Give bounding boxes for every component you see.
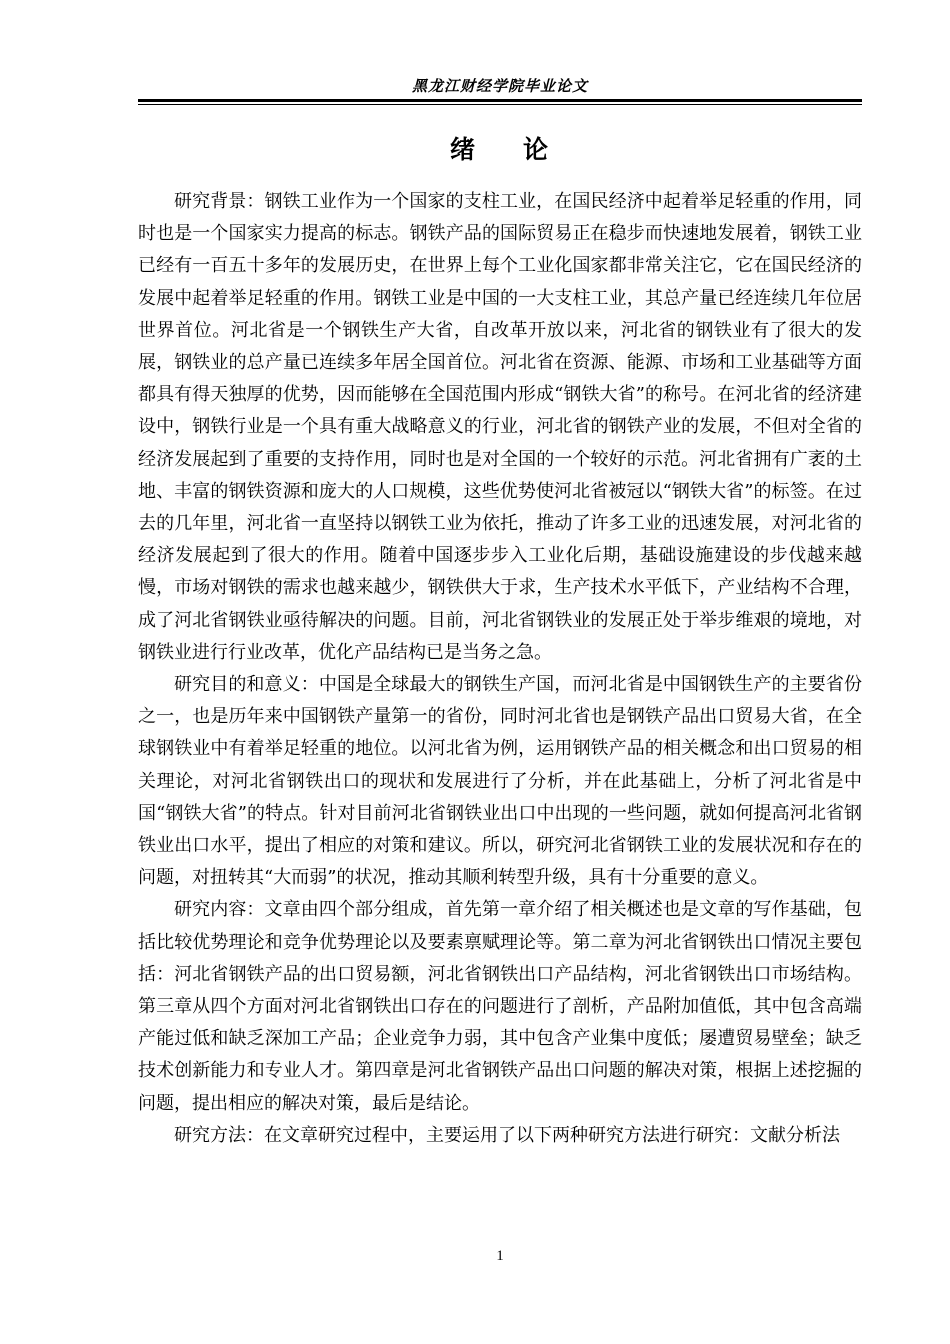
paragraph-research-purpose: 研究目的和意义：中国是全球最大的钢铁生产国，而河北省是中国钢铁生产的主要省份之一，也是历年来中国钢铁产量第一的省份，同时河北省也是钢铁产品出口贸易大省，在全球钢铁业中有着举足轻重的地位。以河北省为例，运用钢铁产品的相关概念和出口贸易的相关理论，对河北省钢铁出口的现状和发展进行了分析，并在此基础上，分析了河北省是中国“钢铁大省”的特点。针对目前河北省钢铁业出口中出现的一些问题，就如何提高河北省钢铁业出口水平，提出了相应的对策和建议。所以，研究河北省钢铁工业的发展状况和存在的问题，对扭转其“大而弱”的状况，推动其顺利转型升级，具有十分重要的意义。 — [138, 674, 862, 889]
body-text — [138, 186, 862, 1152]
header-rule-thin — [138, 104, 862, 105]
paragraph-research-background: 研究背景：钢铁工业作为一个国家的支柱工业，在国民经济中起着举足轻重的作用，同时也是一个国家实力提高的标志。钢铁产品的国际贸易正在稳步而快速地发展着，钢铁工业已经有一百五十多年的发展历史，在世界上每个工业化国家都非常关注它，它在国民经济的发展中起着举足轻重的作用。钢铁工业是中国的一大支柱工业，其总产量已经连续几年位居世界首位。河北省是一个钢铁生产大省，自改革开放以来，河北省的钢铁业有了很大的发展，钢铁业的总产量已连续多年居全国首位。河北省在资源、能源、市场和工业基础等方面都具有得天独厚的优势，因而能够在全国范围内形成“钢铁大省”的称号。在河北省的经济建设中，钢铁行业是一个具有重大战略意义的行业，河北省的钢铁产业的发展，不但对全省的经济发展起到了重要的支持作用，同时也是对全国的一个较好的示范。河北省拥有广袤的土地、丰富的钢铁资源和庞大的人口规模，这些优势使河北省被冠以“钢铁大省”的标签。在过去的几年里，河北省一直坚持以钢铁工业为依托，推动了许多工业的迅速发展，对河北省的经济发展起到了很大的作用。随着中国逐步步入工业化后期，基础设施建设的步伐越来越慢，市场对钢铁的需求也越来越少，钢铁供大于求，生产技术水平低下，产业结构不合理，成了河北省钢铁业亟待解决的问题。目前，河北省钢铁业的发展正处于举步维艰的境地，对钢铁业进行行业改革，优化产品结构已是当务之急。 — [138, 191, 862, 663]
chapter-title-part2: 论 — [523, 135, 551, 164]
chapter-title-part1: 绪 — [449, 135, 477, 164]
page-number: 1 — [496, 1248, 504, 1264]
chapter-title — [138, 130, 862, 170]
running-header: 黑龙江财经学院毕业论文 — [411, 77, 588, 95]
paragraph-research-content: 研究内容：文章由四个部分组成，首先第一章介绍了相关概述也是文章的写作基础，包括比较优势理论和竞争优势理论以及要素禀赋理论等。第二章为河北省钢铁出口情况主要包括：河北省钢铁产品的出口贸易额，河北省钢铁出口产品结构，河北省钢铁出口市场结构。第三章从四个方面对河北省钢铁出口存在的问题进行了剖析，产品附加值低，其中包含高端产能过低和缺乏深加工产品；企业竞争力弱，其中包含产业集中度低；屡遭贸易壁垒；缺乏技术创新能力和专业人才。第四章是河北省钢铁产品出口问题的解决对策，根据上述挖掘的问题，提出相应的解决对策，最后是结论。 — [138, 899, 862, 1114]
header-rule-thick — [138, 99, 862, 102]
paragraph-research-method: 研究方法：在文章研究过程中，主要运用了以下两种研究方法进行研究：文献分析法 — [174, 1124, 840, 1146]
